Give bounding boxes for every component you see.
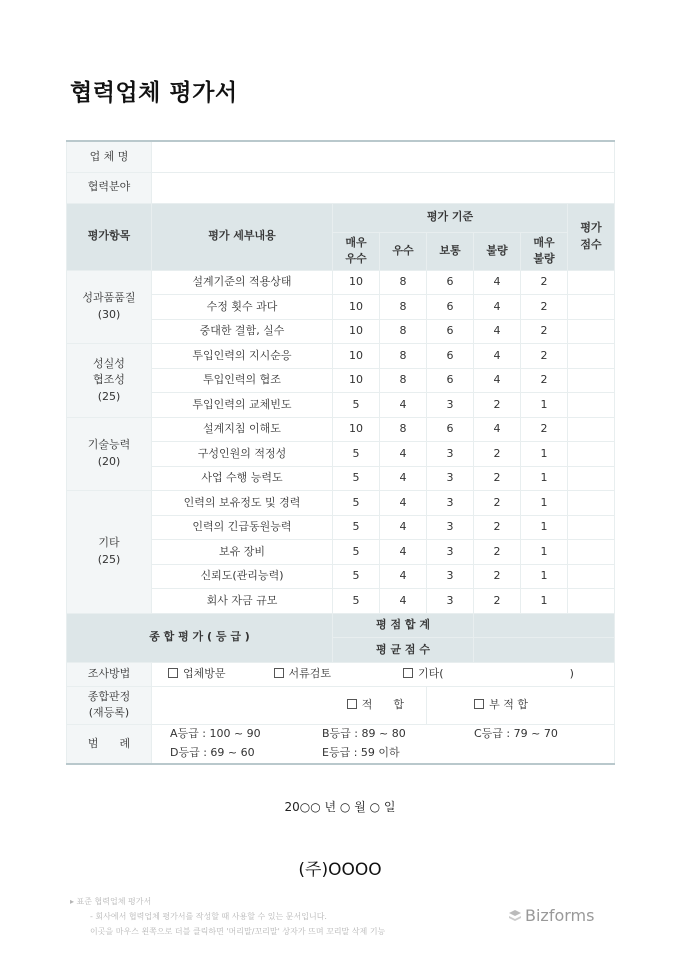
summary-average-field[interactable] bbox=[474, 638, 615, 663]
score-cell: 4 bbox=[380, 466, 427, 491]
detail-cell: 신뢰도(관리능력) bbox=[152, 564, 333, 589]
score-input-cell[interactable] bbox=[568, 466, 615, 491]
score-cell: 3 bbox=[427, 540, 474, 565]
legend-grade: C등급 : 79 ~ 70 bbox=[474, 727, 558, 740]
checkbox-icon[interactable] bbox=[403, 668, 413, 678]
summary-grade-label: 종 합 평 가 ( 등 급 ) bbox=[67, 613, 333, 662]
score-cell: 5 bbox=[333, 466, 380, 491]
checkbox-icon[interactable] bbox=[274, 668, 284, 678]
score-cell: 4 bbox=[474, 417, 521, 442]
header-score-line1: 평가 bbox=[580, 221, 602, 234]
score-cell: 3 bbox=[427, 442, 474, 467]
group-name-cell bbox=[67, 344, 152, 418]
field-value-field[interactable] bbox=[152, 172, 615, 203]
header-score bbox=[568, 203, 615, 270]
judgment-suitable-label: 적 합 bbox=[361, 697, 404, 711]
score-input-cell[interactable] bbox=[568, 393, 615, 418]
legend-grade: E등급 : 59 이하 bbox=[322, 746, 400, 760]
table-row bbox=[67, 417, 615, 442]
header-level bbox=[521, 232, 568, 270]
company-name-field[interactable] bbox=[152, 141, 615, 172]
group-name-cell bbox=[67, 491, 152, 614]
score-cell: 5 bbox=[333, 442, 380, 467]
detail-cell: 투입인력의 협조 bbox=[152, 368, 333, 393]
header-criteria: 평가 기준 bbox=[333, 203, 568, 232]
score-cell: 2 bbox=[474, 442, 521, 467]
score-cell: 10 bbox=[333, 270, 380, 295]
group-name-cell bbox=[67, 270, 152, 344]
legend-grade: A등급 : 100 ~ 90 bbox=[170, 727, 261, 740]
score-cell: 5 bbox=[333, 393, 380, 418]
score-cell: 10 bbox=[333, 417, 380, 442]
survey-options bbox=[152, 662, 615, 686]
score-cell: 2 bbox=[474, 491, 521, 516]
group-weight: (20) bbox=[97, 454, 121, 468]
score-cell: 3 bbox=[427, 393, 474, 418]
judgment-label-line1: 종합판정 bbox=[87, 689, 131, 703]
score-cell: 10 bbox=[333, 295, 380, 320]
score-cell: 6 bbox=[427, 319, 474, 344]
judgment-unsuitable-label: 부 적 합 bbox=[489, 697, 529, 711]
detail-cell: 투입인력의 지시순응 bbox=[152, 344, 333, 369]
score-cell: 10 bbox=[333, 344, 380, 369]
score-cell: 5 bbox=[333, 589, 380, 614]
legend-row-1 bbox=[152, 724, 615, 744]
score-cell: 4 bbox=[474, 344, 521, 369]
survey-option[interactable] bbox=[168, 667, 226, 680]
score-cell: 3 bbox=[427, 466, 474, 491]
score-cell: 1 bbox=[521, 589, 568, 614]
header-level bbox=[380, 232, 427, 270]
summary-average-label: 평 균 점 수 bbox=[333, 638, 474, 663]
group-name: 성과품품질 bbox=[82, 291, 136, 305]
survey-close-paren: ) bbox=[569, 666, 574, 680]
score-cell: 4 bbox=[380, 442, 427, 467]
score-cell: 3 bbox=[427, 491, 474, 516]
score-cell: 6 bbox=[427, 368, 474, 393]
score-cell: 4 bbox=[474, 368, 521, 393]
judgment-label bbox=[67, 686, 152, 724]
score-cell: 1 bbox=[521, 540, 568, 565]
score-cell: 5 bbox=[333, 564, 380, 589]
brand-name: Bizforms bbox=[525, 906, 595, 925]
score-cell: 4 bbox=[380, 540, 427, 565]
detail-cell: 사업 수행 능력도 bbox=[152, 466, 333, 491]
score-cell: 5 bbox=[333, 540, 380, 565]
header-level-line2: 우수 bbox=[345, 252, 367, 265]
document-title: 협력업체 평가서 bbox=[70, 80, 238, 106]
judgment-label-line2: (재등록) bbox=[88, 706, 130, 719]
score-input-cell[interactable] bbox=[568, 417, 615, 442]
legend-row-2 bbox=[152, 744, 615, 764]
score-cell: 1 bbox=[521, 442, 568, 467]
header-level bbox=[333, 232, 380, 270]
score-input-cell[interactable] bbox=[568, 270, 615, 295]
score-cell: 8 bbox=[380, 319, 427, 344]
survey-option-label: 서류검토 bbox=[288, 666, 332, 680]
legend-grade: D등급 : 69 ~ 60 bbox=[170, 746, 255, 760]
score-cell: 2 bbox=[474, 515, 521, 540]
score-input-cell[interactable] bbox=[568, 344, 615, 369]
score-cell: 2 bbox=[521, 295, 568, 320]
company-name-label: 업 체 명 bbox=[67, 141, 152, 172]
header-level bbox=[427, 232, 474, 270]
checkbox-icon[interactable] bbox=[474, 699, 484, 709]
score-cell: 8 bbox=[380, 368, 427, 393]
score-input-cell[interactable] bbox=[568, 368, 615, 393]
score-cell: 1 bbox=[521, 393, 568, 418]
header-level-line1: 우수 bbox=[392, 243, 414, 257]
header-level-line1: 불량 bbox=[486, 243, 508, 257]
survey-option-label: 업체방문 bbox=[183, 666, 226, 680]
survey-option[interactable] bbox=[274, 667, 332, 680]
header-level-line2: 불량 bbox=[533, 252, 555, 265]
detail-cell: 수정 횟수 과다 bbox=[152, 295, 333, 320]
score-cell: 4 bbox=[380, 491, 427, 516]
group-name-line2: 협조성 bbox=[93, 373, 125, 386]
group-name: 기술능력 bbox=[87, 438, 131, 452]
detail-cell: 설계기준의 적용상태 bbox=[152, 270, 333, 295]
survey-option-label: 기타( bbox=[418, 666, 444, 680]
detail-cell: 보유 장비 bbox=[152, 540, 333, 565]
score-cell: 4 bbox=[474, 319, 521, 344]
score-cell: 1 bbox=[521, 466, 568, 491]
score-cell: 4 bbox=[380, 564, 427, 589]
score-cell: 8 bbox=[380, 344, 427, 369]
survey-option[interactable] bbox=[403, 667, 444, 680]
score-input-cell[interactable] bbox=[568, 442, 615, 467]
group-name-cell bbox=[67, 417, 152, 491]
score-cell: 8 bbox=[380, 270, 427, 295]
score-cell: 4 bbox=[474, 295, 521, 320]
header-level-line1: 보통 bbox=[439, 243, 461, 257]
detail-cell: 인력의 보유정도 및 경력 bbox=[152, 491, 333, 516]
legend-label: 범 례 bbox=[67, 724, 152, 764]
table-row bbox=[67, 344, 615, 369]
score-cell: 6 bbox=[427, 344, 474, 369]
score-cell: 8 bbox=[380, 295, 427, 320]
legend-grade: B등급 : 89 ~ 80 bbox=[322, 727, 406, 740]
score-input-cell[interactable] bbox=[568, 319, 615, 344]
score-cell: 4 bbox=[474, 270, 521, 295]
score-input-cell[interactable] bbox=[568, 589, 615, 614]
detail-cell: 투입인력의 교체빈도 bbox=[152, 393, 333, 418]
score-cell: 3 bbox=[427, 515, 474, 540]
score-input-cell[interactable] bbox=[568, 295, 615, 320]
score-cell: 2 bbox=[474, 540, 521, 565]
score-cell: 2 bbox=[521, 319, 568, 344]
score-cell: 2 bbox=[474, 466, 521, 491]
header-level-line1: 매우 bbox=[345, 235, 367, 249]
score-cell: 2 bbox=[474, 589, 521, 614]
score-cell: 2 bbox=[521, 344, 568, 369]
score-cell: 4 bbox=[380, 589, 427, 614]
footer-line3: 이곳을 마우스 왼쪽으로 더블 클릭하면 '머리말/꼬리말' 상자가 뜨며 꼬리말 삭제 기능 bbox=[90, 927, 386, 936]
header-level bbox=[474, 232, 521, 270]
company-signature: (주)OOOO bbox=[298, 860, 382, 880]
detail-cell: 회사 자금 규모 bbox=[152, 589, 333, 614]
score-cell: 8 bbox=[380, 417, 427, 442]
detail-cell: 설계지침 이해도 bbox=[152, 417, 333, 442]
survey-label: 조사방법 bbox=[67, 662, 152, 686]
detail-cell: 구성인원의 적정성 bbox=[152, 442, 333, 467]
header-item: 평가항목 bbox=[67, 203, 152, 270]
group-weight: (25) bbox=[97, 552, 121, 566]
header-score-line2: 점수 bbox=[580, 237, 602, 251]
score-cell: 2 bbox=[521, 417, 568, 442]
score-input-cell[interactable] bbox=[568, 515, 615, 540]
checkbox-icon[interactable] bbox=[168, 668, 178, 678]
score-cell: 3 bbox=[427, 564, 474, 589]
judgment-unsuitable-option[interactable] bbox=[427, 686, 615, 724]
evaluation-table bbox=[66, 140, 615, 765]
table-row bbox=[67, 491, 615, 516]
score-cell: 6 bbox=[427, 417, 474, 442]
score-cell: 10 bbox=[333, 368, 380, 393]
date-line: 20○○ 년 ○ 월 ○ 일 bbox=[284, 800, 396, 814]
checkbox-icon[interactable] bbox=[347, 699, 357, 709]
score-input-cell[interactable] bbox=[568, 491, 615, 516]
summary-total-label: 평 점 합 계 bbox=[333, 613, 474, 638]
score-cell: 10 bbox=[333, 319, 380, 344]
score-cell: 1 bbox=[521, 491, 568, 516]
detail-cell: 인력의 긴급동원능력 bbox=[152, 515, 333, 540]
score-cell: 2 bbox=[521, 368, 568, 393]
score-cell: 3 bbox=[427, 589, 474, 614]
score-cell: 2 bbox=[474, 564, 521, 589]
brand-logo bbox=[508, 906, 594, 925]
score-cell: 1 bbox=[521, 515, 568, 540]
group-weight: (25) bbox=[97, 389, 121, 403]
group-name: 성실성 bbox=[93, 356, 125, 370]
field-label: 협력분야 bbox=[67, 172, 152, 203]
score-input-cell[interactable] bbox=[568, 540, 615, 565]
header-level-line1: 매우 bbox=[533, 235, 555, 249]
score-cell: 1 bbox=[521, 564, 568, 589]
score-input-cell[interactable] bbox=[568, 564, 615, 589]
score-cell: 5 bbox=[333, 491, 380, 516]
bizforms-logo-icon bbox=[508, 909, 522, 923]
score-cell: 6 bbox=[427, 295, 474, 320]
table-row bbox=[67, 270, 615, 295]
footer-line1: ▸ 표준 협력업체 평가서 bbox=[70, 897, 152, 906]
score-cell: 5 bbox=[333, 515, 380, 540]
judgment-suitable-option[interactable] bbox=[152, 686, 427, 724]
footer-line2: - 회사에서 협력업체 평가서를 작성할 때 사용할 수 있는 문서입니다. bbox=[90, 912, 327, 921]
score-cell: 4 bbox=[380, 393, 427, 418]
score-cell: 2 bbox=[474, 393, 521, 418]
detail-cell: 중대한 결함, 실수 bbox=[152, 319, 333, 344]
summary-total-field[interactable] bbox=[474, 613, 615, 638]
score-cell: 2 bbox=[521, 270, 568, 295]
group-weight: (30) bbox=[97, 307, 121, 321]
score-cell: 6 bbox=[427, 270, 474, 295]
header-detail: 평가 세부내용 bbox=[152, 203, 333, 270]
score-cell: 4 bbox=[380, 515, 427, 540]
group-name: 기타 bbox=[98, 536, 120, 550]
